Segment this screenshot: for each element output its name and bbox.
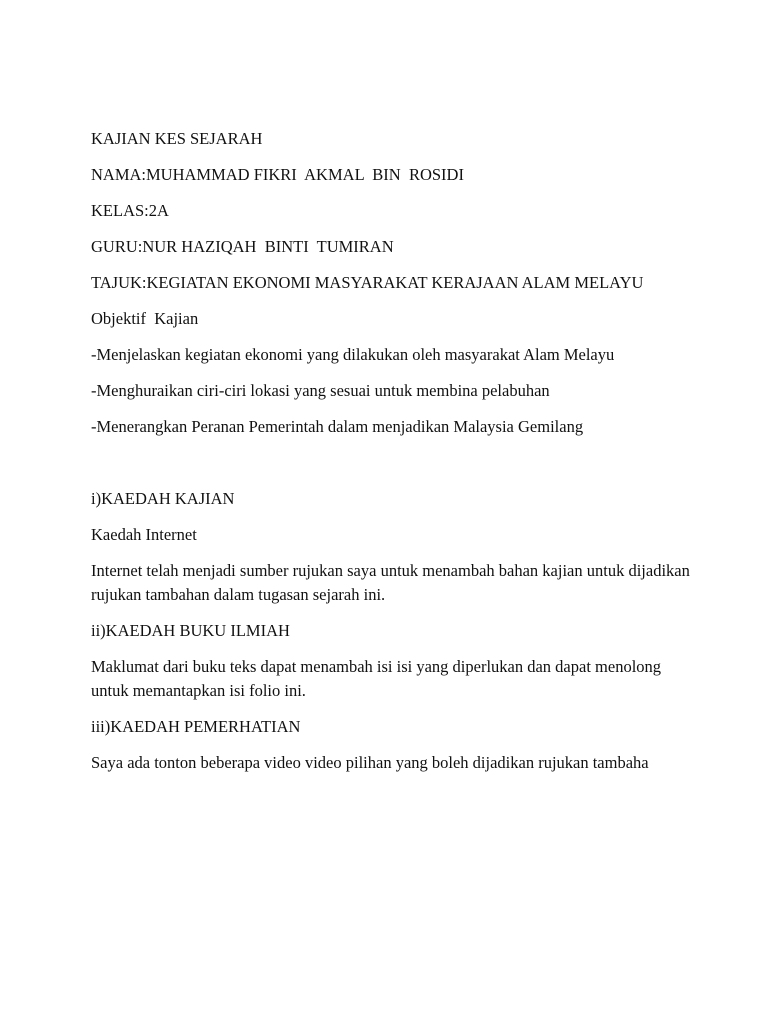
teacher-name: GURU:NUR HAZIQAH BINTI TUMIRAN bbox=[91, 237, 394, 256]
student-class: KELAS:2A bbox=[91, 201, 169, 220]
section-heading: iii)KAEDAH PEMERHATIAN bbox=[91, 717, 301, 736]
section-heading: i)KAEDAH KAJIAN bbox=[91, 489, 235, 508]
document-body bbox=[91, 127, 694, 787]
section-paragraph: Saya ada tonton beberapa video video pilihan yang boleh dijadikan rujukan tambaha bbox=[91, 753, 649, 772]
section-subheading: Kaedah Internet bbox=[91, 525, 197, 544]
section-paragraph: Maklumat dari buku teks dapat menambah isi isi yang diperlukan dan dapat menolong untuk memantapkan isi folio ini. bbox=[91, 657, 666, 700]
section-paragraph: Internet telah menjadi sumber rujukan saya untuk menambah bahan kajian untuk dijadikan rujukan tambahan dalam tugasan sejarah ini. bbox=[91, 561, 694, 604]
objective-item: -Menghuraikan ciri-ciri lokasi yang sesuai untuk membina pelabuhan bbox=[91, 381, 550, 400]
objectives-heading: Objektif Kajian bbox=[91, 309, 199, 328]
objective-item: -Menjelaskan kegiatan ekonomi yang dilakukan oleh masyarakat Alam Melayu bbox=[91, 345, 615, 364]
objective-item: -Menerangkan Peranan Pemerintah dalam menjadikan Malaysia Gemilang bbox=[91, 417, 584, 436]
section-heading: ii)KAEDAH BUKU ILMIAH bbox=[91, 621, 290, 640]
student-name: NAMA:MUHAMMAD FIKRI AKMAL BIN ROSIDI bbox=[91, 165, 464, 184]
blank-line bbox=[91, 451, 691, 487]
topic-title: TAJUK:KEGIATAN EKONOMI MASYARAKAT KERAJAAN ALAM MELAYU bbox=[91, 273, 644, 292]
document-title: KAJIAN KES SEJARAH bbox=[91, 129, 263, 148]
